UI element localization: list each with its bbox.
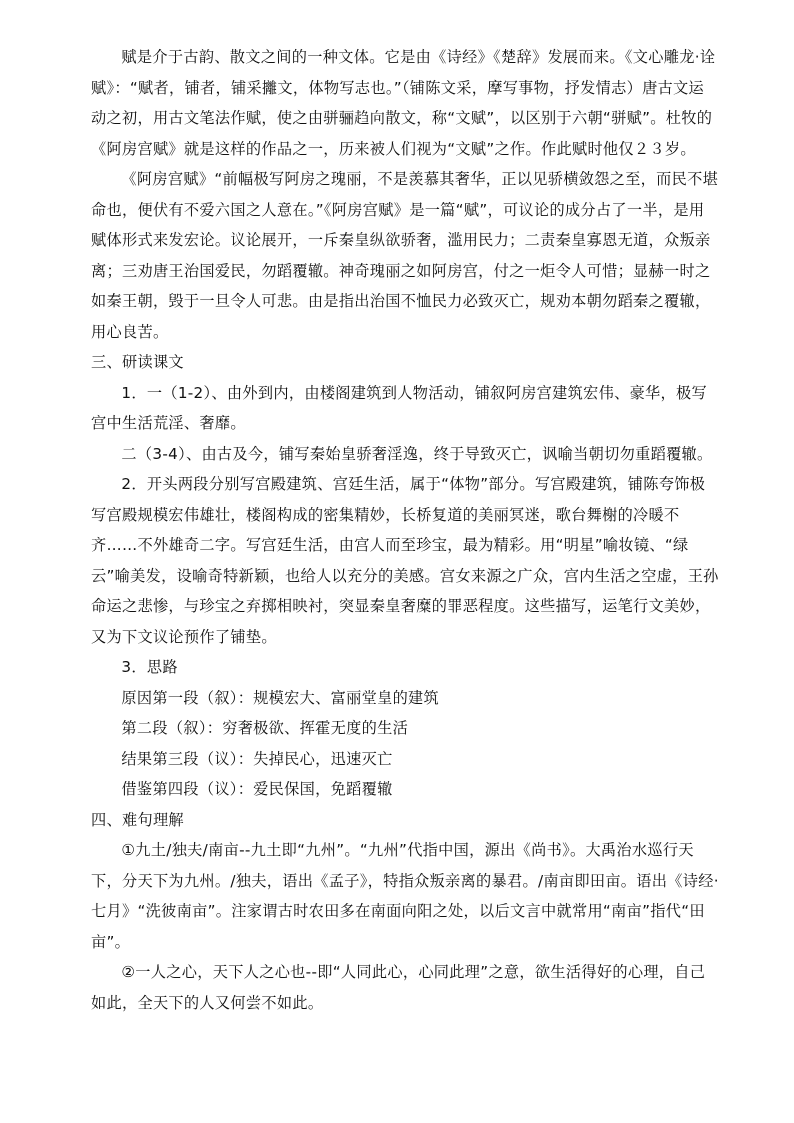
paragraph-theme-analysis: 《阿房宫赋》“前幅极写阿房之瑰丽，不是羡慕其奢华，正以见骄横敛怨之至，而民不堪命也，便伏有不爱六国之人意在。”《阿房宫赋》是一篇“赋”，可议论的成分占了一半，是用赋体形式来发宏论。议论展开，一斥秦皇纵欲骄奢，滥用民力；二责秦皇寡恩无道，众叛亲离；三劝唐王治国爱民，勿蹈覆辙。神奇瑰丽之如阿房宫，付之一炬令人可惜；显赫一时之如秦王朝，毁于一旦令人可悲。由是指出治国不恤民力必致灭亡，规劝本朝勿蹈秦之覆辙，用心良苦。 (91, 170, 719, 341)
section-heading-difficult-sentences: 四、难句理解 (91, 810, 184, 829)
paragraph-difficult-sentence-1: ①九土/独夫/南亩--九土即“九州”。“九州”代指中国，源出《尚书》。大禹治水巡行天下，分天下为九州。/独夫，语出《孟子》，特指众叛亲离的暴君。/南亩即田亩。语出《诗经·七月》“洗彼南亩”。注家谓古时农田多在南面向阳之处，以后文言中就常用“南亩”指代“田亩”。 (91, 841, 719, 951)
paragraph-part-two: 二（3-4）、由古及今，铺写秦始皇骄奢淫逸，终于导致灭亡，讽喻当朝切勿重蹈覆辙。 (121, 444, 713, 463)
outline-item-2: 第二段（叙）：穷奢极欲、挥霍无度的生活 (121, 719, 409, 737)
paragraph-part-one: 1．一（1-2）、由外到内，由楼阁建筑到人物活动，铺叙阿房宫建筑宏伟、豪华，极写宫中生活荒淫、奢靡。 (91, 383, 708, 432)
paragraph-difficult-sentence-2: ②一人之心，天下人之心也--即“人同此心，心同此理”之意，欲生活得好的心理，自己如此，全天下的人又何尝不如此。 (91, 963, 706, 1012)
paragraph-outline-title: 3．思路 (121, 658, 178, 676)
section-heading-study-text: 三、研读课文 (91, 353, 184, 371)
outline-item-4: 借鉴第四段（议）：爱民保国，免蹈覆辙 (121, 780, 393, 798)
paragraph-opening-analysis: 2．开头两段分别写宫殿建筑、宫廷生活，属于“体物”部分。写宫殿建筑，铺陈夸饰极写宫殿规模宏伟雄壮，楼阁构成的密集精妙，长桥复道的美丽冥迷，歌台舞榭的冷暖不齐……不外雄奇二字。写宫廷生活，由宫人而至珍宝，最为精彩。用“明星”喻妆镜、“绿云”喻美发，设喻奇特新颖，也给人以充分的美感。宫女来源之广众，宫内生活之空虚，王孙命运之悲惨，与珍宝之弃掷相映衬，突显秦皇奢糜的罪恶程度。这些描写，运笔行文美妙，又为下文议论预作了铺垫。 (91, 475, 719, 646)
outline-item-1: 原因第一段（叙）：规模宏大、富丽堂皇的建筑 (121, 688, 440, 707)
paragraph-fu-definition: 赋是介于古韵、散文之间的一种文体。它是由《诗经》《楚辞》发展而来。《文心雕龙·诠赋》：“赋者，铺者，铺采攡文，体物写志也。”（铺陈文采，摩写事物，抒发情志）唐古文运动之初，用古文笔法作赋，使之由骈骊趋向散文，称“文赋”，以区别于六朝“骈赋”。杜牧的《阿房宫赋》就是这样的作品之一，历来被人们视为“文赋”之作。作此赋时他仅２３岁。 (91, 48, 716, 158)
document-body (91, 42, 719, 1018)
outline-item-3: 结果第三段（议）：失掉民心，迅速灭亡 (121, 749, 393, 768)
